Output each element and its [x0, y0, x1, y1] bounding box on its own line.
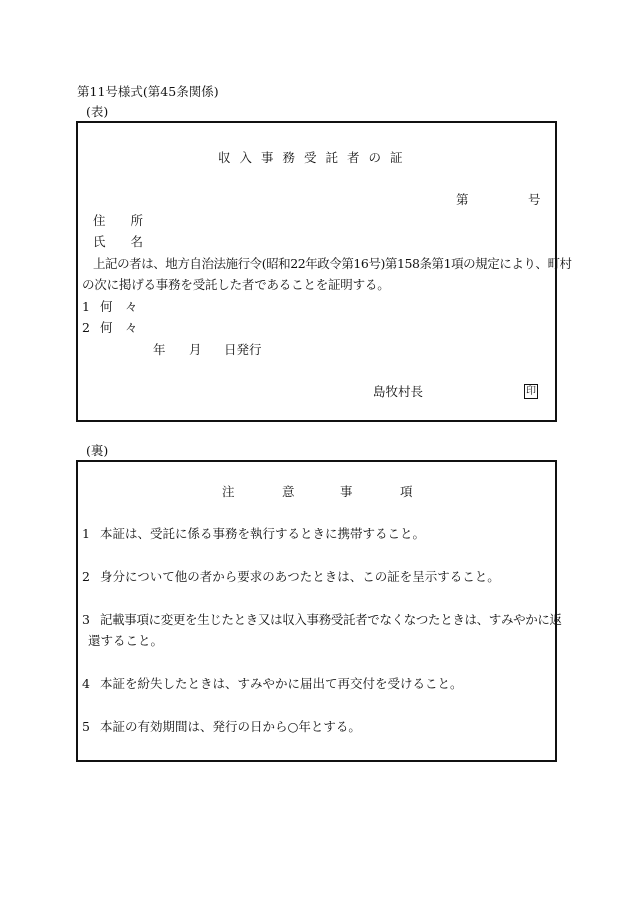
- front-card: [76, 121, 557, 422]
- certificate-title: 収入事務受託者の証: [218, 150, 412, 165]
- item-text: 何 々: [100, 320, 138, 335]
- note-number: 3: [82, 612, 90, 627]
- back-label: (裏): [86, 443, 109, 458]
- note-number: 2: [82, 569, 90, 584]
- front-label: (表): [86, 104, 109, 119]
- notes-title-char: 意: [282, 484, 295, 499]
- notes-title-char: 項: [400, 484, 413, 499]
- date-year: 年: [153, 342, 166, 357]
- note-text: 本証は、受託に係る事務を執行するときに携帯すること。: [100, 526, 426, 541]
- name-label: 氏 名: [93, 234, 144, 249]
- number-label-left: 第: [456, 192, 469, 207]
- form-number: 第11号様式(第45条関係): [77, 84, 219, 99]
- note-number: 5: [82, 719, 90, 734]
- number-label-right: 号: [528, 192, 541, 207]
- item-number: 2: [82, 320, 90, 335]
- note-number: 1: [82, 526, 90, 541]
- note-text: 記載事項に変更を生じたとき又は収入事務受託者でなくなつたときは、すみやかに返: [100, 612, 562, 627]
- note-number: 4: [82, 676, 90, 691]
- issuer: 島牧村長: [373, 384, 424, 399]
- date-issued: 日発行: [224, 342, 262, 357]
- note-text: 本証を紛失したときは、すみやかに届出て再交付を受けること。: [100, 676, 463, 691]
- item-number: 1: [82, 299, 90, 314]
- note-text: 身分について他の者から要求のあつたときは、この証を呈示すること。: [100, 569, 500, 584]
- seal-mark: 印: [526, 386, 536, 397]
- back-card: [76, 460, 557, 762]
- date-month: 月: [189, 342, 202, 357]
- note-text-continued: 還すること。: [88, 633, 164, 648]
- note-text: 本証の有効期間は、発行の日から○年とする。: [100, 719, 361, 734]
- notes-title-char: 注: [222, 484, 235, 499]
- item-text: 何 々: [100, 299, 138, 314]
- address-label: 住 所: [93, 213, 144, 228]
- statement-line-1: 上記の者は、地方自治法施行令(昭和22年政令第16号)第158条第1項の規定により、町村: [93, 256, 572, 271]
- statement-line-2: の次に掲げる事務を受託した者であることを証明する。: [82, 277, 390, 292]
- notes-title-char: 事: [340, 484, 353, 499]
